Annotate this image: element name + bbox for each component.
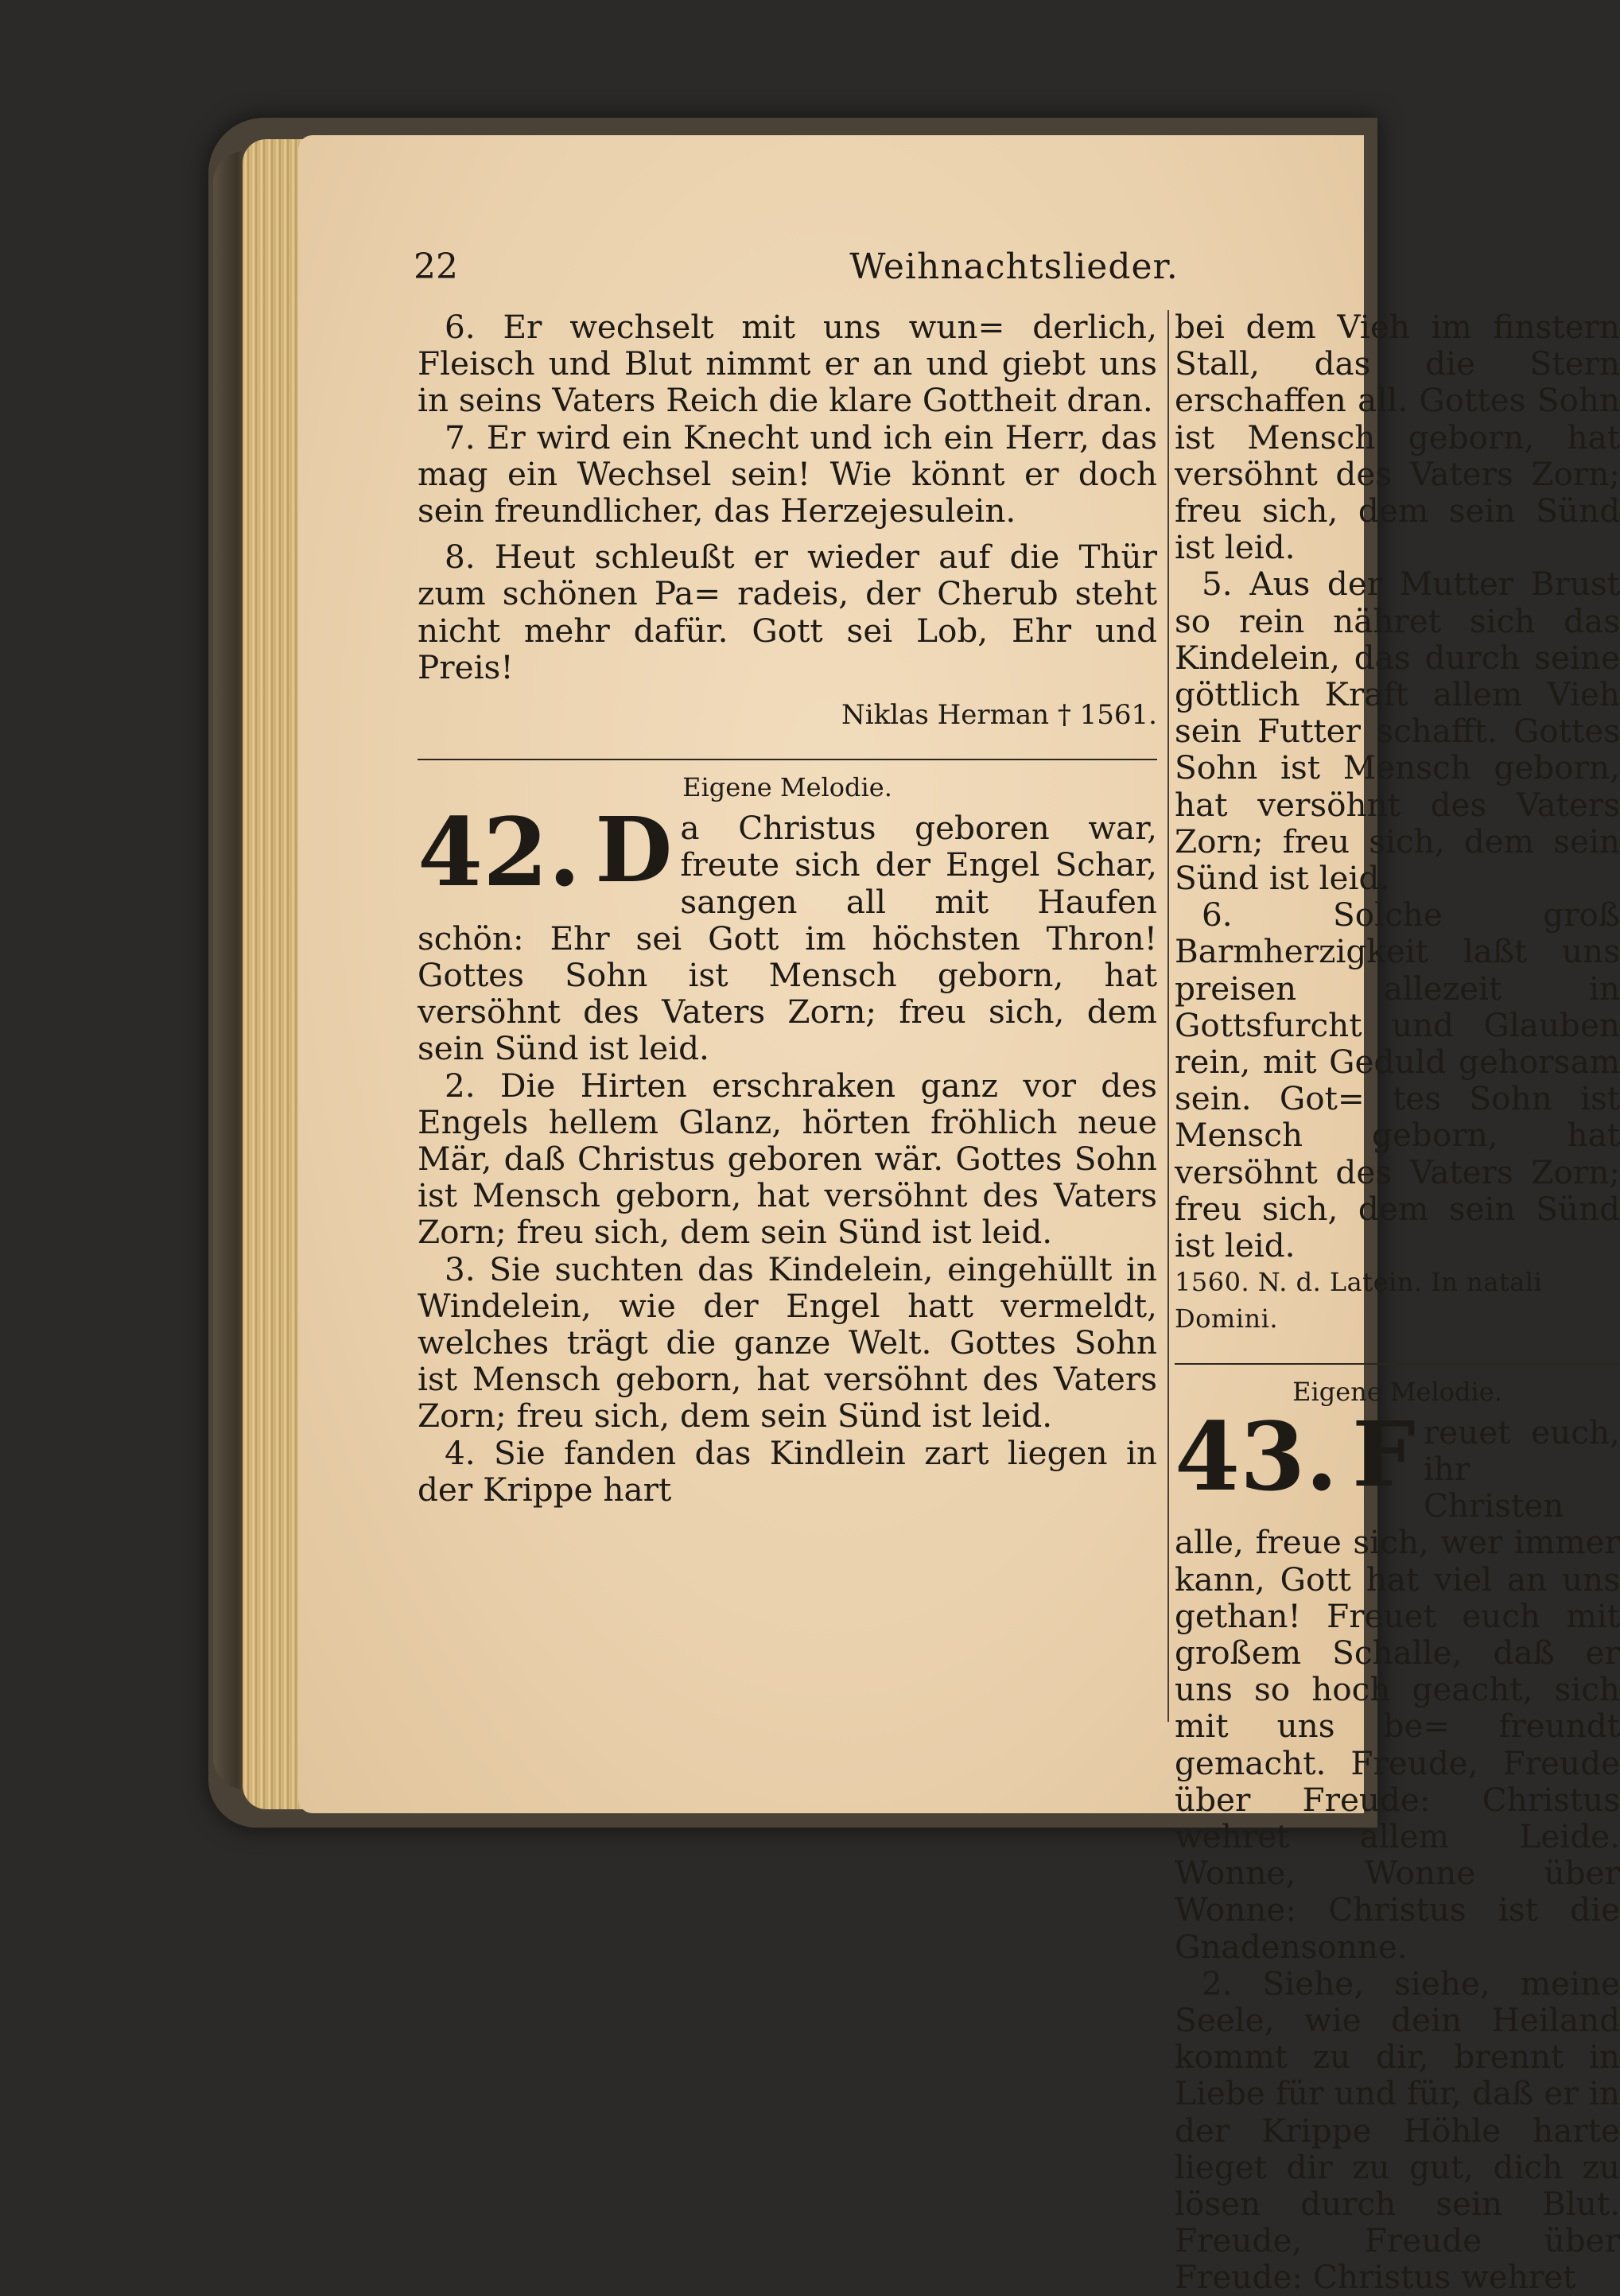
section-rule [1175,1363,1620,1365]
verse: 7. Er wird ein Knecht und ich ein Herr, das mag ein Wechsel sein! Wie könnt er doch sein freundlicher, das Herzejesulein. [418,418,1157,530]
hymn-author: Niklas Herman † 1561. [841,699,1157,732]
book-page [298,135,1620,2296]
hymn-number: 43. [1175,1401,1338,1512]
hymn-42 [418,797,1157,1068]
melody-note: Eigene Melodie. [1292,1376,1502,1407]
hymn-source: 1560. N. d. Latein. In natali Domini. [1175,1267,1543,1334]
verse-continuation: bei dem Vieh im finstern Stall, das die Stern erschaffen all. Gottes Sohn ist Mensch geborn, hat versöhnt des Vaters Zorn; freu sich, dem sein Sünd ist leid. [1175,308,1620,567]
verse: 2. Die Hirten erschraken ganz vor des Engels hellem Glanz, hörten fröhlich neue Mär, daß Christus geboren wär. Gottes Sohn ist Mensch geborn, hat versöhnt des Vaters Zorn; freu sich, dem sein Sünd ist leid. [418,1066,1157,1252]
hymn-first-verse: a Christus geboren war, freute sich der Engel Schar, sangen all mit Haufen schön: Ehr sei Gott im höchsten Thron! Gottes Sohn ist Mensch geborn, hat versöhnt des Vaters Zorn; freu sich, dem sein Sünd ist leid. [418,809,1157,1068]
page-number: 22 [414,247,458,287]
hymn-43 [1175,1401,1620,1966]
verse: 4. Sie fanden das Kindlein zart liegen in der Krippe hart [418,1433,1157,1509]
verse: 2. Siehe, siehe, meine Seele, wie dein Heiland kommt zu dir, brennt in Liebe für und für, daß er in der Krippe Höhle harte lieget dir zu gut, dich zu lösen durch sein Blut. Freude, Freude über Freude: Christus wehret [1175,1964,1620,2296]
drop-initial: F [1352,1402,1416,1507]
page-edges [243,139,306,1809]
verse: 3. Sie suchten das Kindelein, eingehüllt in Windelein, wie der Engel hatt vermeldt, welches trägt die ganze Welt. Gottes Sohn ist Mensch geborn, hat versöhnt des Vaters Zorn; freu sich, dem sein Sünd ist leid. [418,1249,1157,1435]
left-column [418,309,1157,1508]
verse: 6. Solche groß Barmherzigkeit laßt uns preisen allezeit in Gottsfurcht und Glauben rein, mit Geduld gehorsam sein. Got= tes Sohn ist Mensch geborn, hat versöhnt des Vaters Zorn; freu sich, dem sein Sünd ist leid. [1175,895,1620,1265]
column-divider [1167,310,1169,1722]
melody-note: Eigene Melodie. [682,772,892,803]
right-column [1175,309,1620,2296]
running-title: Weihnachtslieder. [849,247,1179,287]
section-rule [418,759,1157,760]
page-header [298,247,1364,302]
drop-initial: D [595,798,673,903]
hymn-first-verse: reuet euch, ihr Christen alle, freue sich, wer immer kann, Gott hat viel an uns gethan! Freuet euch mit großem Schalle, daß er uns so hoch geacht, sich mit uns be= freundt gemacht. Freude, Freude über Freude: Christus wehret allem Leide. Wonne, Wonne über Wonne: Christus ist die Gnadensonne. [1175,1412,1620,1966]
hymn-number: 42. [418,797,581,908]
verse: 5. Aus der Mutter Brust so rein nähret sich das Kindelein, das durch seine göttlich Kraft allem Vieh sein Futter schafft. Gottes Sohn ist Mensch geborn, hat versöhnt des Vaters Zorn; freu sich, dem sein Sünd ist leid. [1175,565,1620,898]
verse: 6. Er wechselt mit uns wun= derlich, Fleisch und Blut nimmt er an und giebt uns in seins Vaters Reich die klare Gottheit dran. [418,308,1157,420]
verse: 8. Heut schleußt er wieder auf die Thür zum schönen Pa= radeis, der Cherub steht nicht mehr dafür. Gott sei Lob, Ehr und Preis! [418,538,1157,686]
